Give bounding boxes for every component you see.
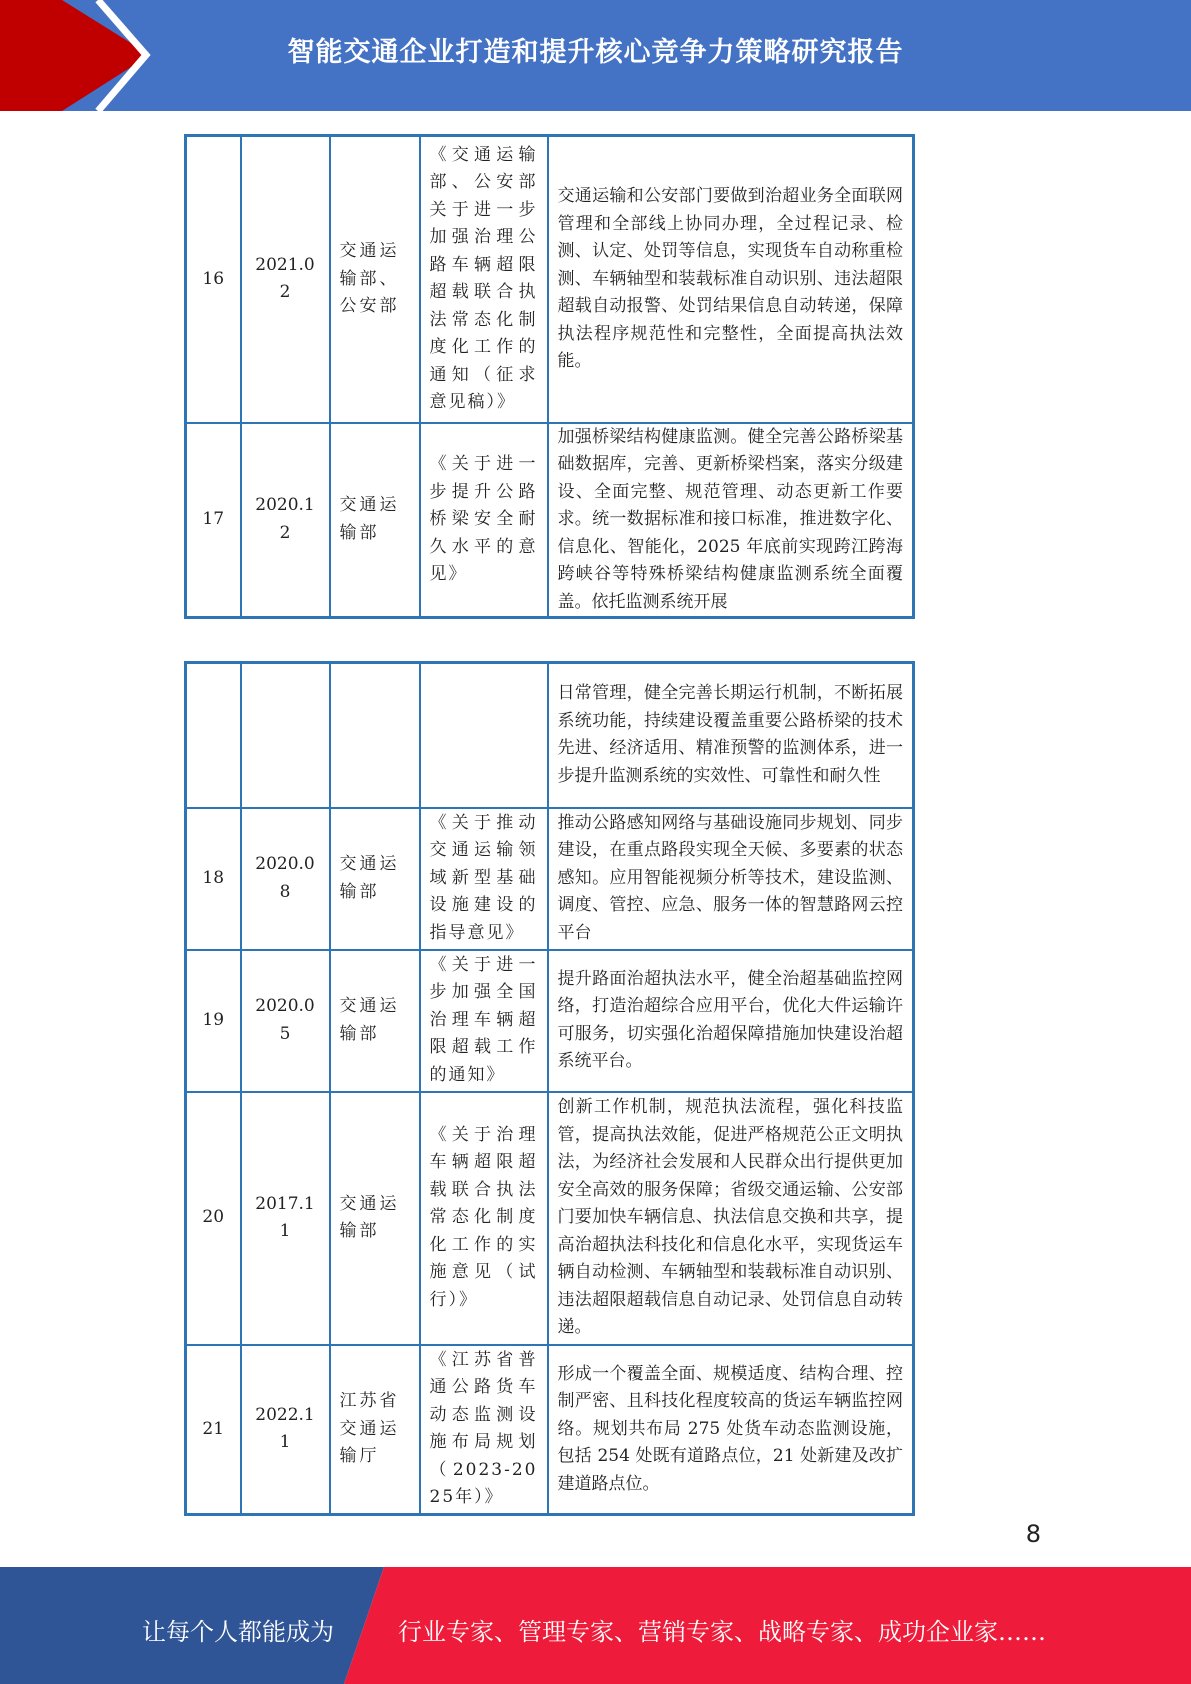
row-content: 创新工作机制，规范执法流程，强化科技监管，提高执法效能，促进严格规范公正文明执法，为经济社会发展和人民群众出行提供更加安全高效的服务保障；省级交通运输、公安部门要加快车辆信息、执法信息交换和共享，提高治超执法科技化和信息化水平，实现货运车辆自动检测、车辆轴型和装载标准自动识别、违法超限超载信息自动记录、处罚信息自动转递。 bbox=[548, 1092, 914, 1345]
row-number: 19 bbox=[186, 950, 241, 1092]
row-content: 加强桥梁结构健康监测。健全完善公路桥梁基础数据库，完善、更新桥梁档案，落实分级建设、全面完整、规范管理、动态更新工作要求。统一数据标准和接口标准，推进数字化、信息化、智能化，2025 年底前实现跨江跨海跨峡谷等特殊桥梁结构健康监测系统全面覆盖。依托监测系统开展 bbox=[548, 423, 914, 618]
page-header bbox=[0, 0, 1191, 111]
row-department: 交通运输部 bbox=[330, 1092, 420, 1345]
page-number: 8 bbox=[1025, 1520, 1041, 1548]
row-content: 日常管理，健全完善长期运行机制，不断拓展系统功能，持续建设覆盖重要公路桥梁的技术先进、经济适用、精准预警的监测体系，进一步提升监测系统的实效性、可靠性和耐久性 bbox=[548, 663, 914, 808]
table-row bbox=[186, 1345, 914, 1515]
table-row bbox=[186, 950, 914, 1092]
row-department: 交通运输部 bbox=[330, 808, 420, 950]
row-date: 2020.12 bbox=[241, 423, 330, 618]
footer-slogan-right: 行业专家、管理专家、营销专家、战略专家、成功企业家…… bbox=[398, 1618, 1046, 1646]
table-row bbox=[186, 136, 914, 423]
row-date: 2020.05 bbox=[241, 950, 330, 1092]
row-department: 江苏省交通运输厅 bbox=[330, 1345, 420, 1515]
page-footer bbox=[0, 1567, 1191, 1684]
row-content: 交通运输和公安部门要做到治超业务全面联网管理和全部线上协同办理，全过程记录、检测、认定、处罚等信息，实现货车自动称重检测、车辆轴型和装载标准自动识别、违法超限超载自动报警、处罚结果信息自动转递，保障执法程序规范性和完整性，全面提高执法效能。 bbox=[548, 136, 914, 423]
row-content: 形成一个覆盖全面、规模适度、结构合理、控制严密、且科技化程度较高的货运车辆监控网络。规划共布局 275 处货车动态监测设施，包括 254 处既有道路点位，21 处新建及改扩建道路点位。 bbox=[548, 1345, 914, 1515]
row-number: 20 bbox=[186, 1092, 241, 1345]
row-date: 2022.11 bbox=[241, 1345, 330, 1515]
table-row bbox=[186, 663, 914, 808]
policy-table-2 bbox=[184, 661, 915, 1516]
row-department bbox=[330, 663, 420, 808]
row-policy-title: 《交通运输部、公安部关于进一步加强治理公路车辆超限超载联合执法常态化制度化工作的通知（征求意见稿）》 bbox=[420, 136, 548, 423]
row-policy-title: 《关于治理车辆超限超载联合执法常态化制度化工作的实施意见（试行）》 bbox=[420, 1092, 548, 1345]
footer-slogan-left: 让每个人都能成为 bbox=[142, 1618, 334, 1646]
row-number: 17 bbox=[186, 423, 241, 618]
table-row bbox=[186, 423, 914, 618]
row-number: 18 bbox=[186, 808, 241, 950]
page-title: 智能交通企业打造和提升核心竞争力策略研究报告 bbox=[287, 37, 904, 68]
row-date: 2021.02 bbox=[241, 136, 330, 423]
row-date: 2020.08 bbox=[241, 808, 330, 950]
row-department: 交通运输部、公安部 bbox=[330, 136, 420, 423]
table-row bbox=[186, 808, 914, 950]
row-number: 16 bbox=[186, 136, 241, 423]
row-policy-title: 《关于推动交通运输领域新型基础设施建设的指导意见》 bbox=[420, 808, 548, 950]
row-policy-title: 《关于进一步加强全国治理车辆超限超载工作的通知》 bbox=[420, 950, 548, 1092]
row-department: 交通运输部 bbox=[330, 950, 420, 1092]
row-content: 提升路面治超执法水平，健全治超基础监控网络，打造治超综合应用平台，优化大件运输许可服务，切实强化治超保障措施加快建设治超系统平台。 bbox=[548, 950, 914, 1092]
row-date bbox=[241, 663, 330, 808]
row-department: 交通运输部 bbox=[330, 423, 420, 618]
policy-table-1 bbox=[184, 134, 915, 619]
row-number bbox=[186, 663, 241, 808]
row-policy-title bbox=[420, 663, 548, 808]
table-row bbox=[186, 1092, 914, 1345]
row-date: 2017.11 bbox=[241, 1092, 330, 1345]
row-content: 推动公路感知网络与基础设施同步规划、同步建设，在重点路段实现全天候、多要素的状态感知。应用智能视频分析等技术，建设监测、调度、管控、应急、服务一体的智慧路网云控平台 bbox=[548, 808, 914, 950]
row-policy-title: 《关于进一步提升公路桥梁安全耐久水平的意见》 bbox=[420, 423, 548, 618]
row-number: 21 bbox=[186, 1345, 241, 1515]
row-policy-title: 《江苏省普通公路货车动态监测设施布局规划（2023-2025年）》 bbox=[420, 1345, 548, 1515]
